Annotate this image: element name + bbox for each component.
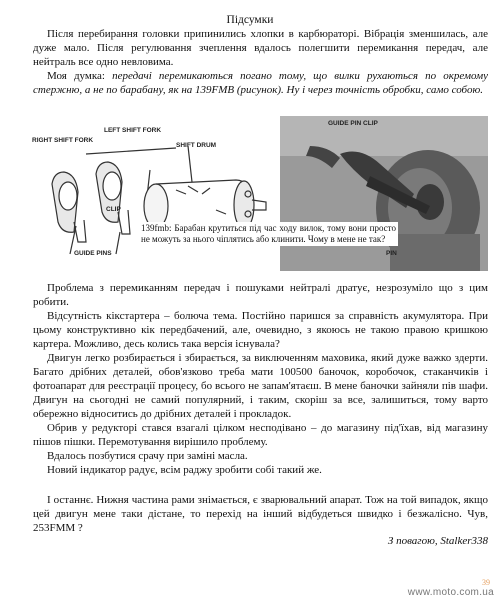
shift-fork-diagram <box>16 114 278 271</box>
opinion-text: передачі перемикаються погано тому, що вилки рухаються по окремому стержню, а не по барабану, як на 139FMB (рисунок). Ну і через точність обробки, само собою. <box>33 70 488 96</box>
paragraph-oil: Вдалось позбутися срачу при заміні масла. <box>47 450 248 462</box>
closing-paragraph: І останнє. Нижня частина рами знімається, є зварювальний апарат. Тож на той випадок, якщо цей двигун мене таки дістане, то перехід на інший відбудеться швидко і безжалісно. Чув, 253FMM ? <box>33 494 488 534</box>
page-title: Підсумки <box>226 14 274 26</box>
page-number: 39 <box>482 578 490 587</box>
pin-label: PIN <box>386 250 397 257</box>
clip-label: CLIP <box>106 206 121 213</box>
figure-caption: 139fmb: Барабан крутиться під час ходу вилок, тому вони просто не можуть за нього чіплятись або клинити. Чому в мене не так? <box>141 223 396 244</box>
paragraph-gear-shift: Проблема з перемиканням передач і пошуками нейтралі дратує, незрозуміло що з цим робити. <box>33 282 488 308</box>
gearbox-photo-drawing <box>280 116 488 271</box>
guide-pin-clip-label: GUIDE PIN CLIP <box>328 120 378 127</box>
paragraph-kickstarter: Відсутність кікстартера – болюча тема. Постійно паришся за справність акумулятора. При цьому конструктивно кік передбачений, але, очевидно, з якоюсь не такою правою кришкою картера. Можливо, десь колись така версія існувала? <box>33 310 488 350</box>
guide-pins-label: GUIDE PINS <box>74 250 112 257</box>
site-watermark: www.moto.com.ua <box>407 587 494 598</box>
paragraph-reducer: Обрив у редукторі стався взагалі цілком несподівано – до магазину під'їхав, від магазину пішов пішки. Перемотування вирішило проблему. <box>33 422 488 448</box>
gearbox-photo <box>280 116 488 271</box>
opinion-paragraph <box>33 69 488 97</box>
paragraph-disassembly: Двигун легко розбирається і збирається, за виключенням маховика, який дуже важко здерти. Багато дрібних деталей, обов'язково треба мати 100500 баночок, коробочок, стаканчиків і фотоапарат для реєстрації процесу, бо всього не запам'ятаєш. В мене баночки зайняли пів шафи. Двигун на сьогодні не самий популярний, і таким, скоріш за все, залишиться, тому варто обережно відноситись до дрібних деталей і прокладок. <box>33 352 488 420</box>
shift-drum-label: SHIFT DRUM <box>176 142 217 149</box>
right-shift-fork-label: RIGHT SHIFT FORK <box>32 137 94 144</box>
summary-paragraph: Після перебирання головки припинились хлопки в карбюраторі. Вібрація зменшилась, але дуже мало. Після регулювання зчеплення вдалось полегшити перемикання передач, але нейтраль все одно невловима. <box>33 28 488 68</box>
shift-mechanism-figure <box>16 114 488 271</box>
signature: З повагою, Stalker338 <box>387 535 488 547</box>
paragraph-indicator: Новий індикатор радує, всім раджу зробити собі такий же. <box>47 464 322 476</box>
opinion-label: Моя думка: <box>47 70 113 82</box>
left-shift-fork-label: LEFT SHIFT FORK <box>104 127 162 134</box>
